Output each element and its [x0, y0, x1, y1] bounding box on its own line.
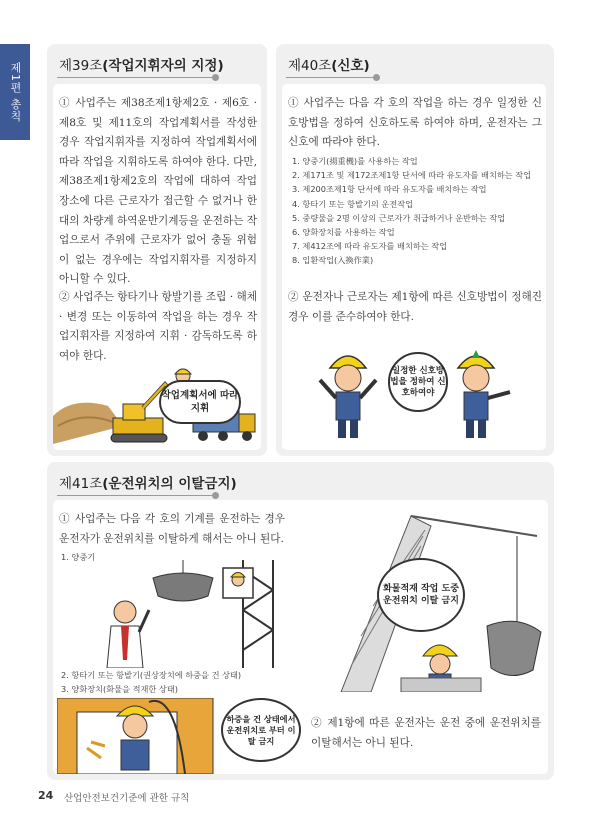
chapter-side-tab: 제1편 총칙 — [0, 44, 30, 140]
pile-driver-illustration — [57, 698, 217, 774]
article-40-item: 6. 양화장치를 사용하는 작업 — [292, 227, 395, 238]
article-41-item-1: 1. 양중기 — [61, 552, 96, 562]
footer-document-title: 산업안전보건기준에 관한 규칙 — [64, 793, 190, 804]
article-39-paragraph-2: ② 사업주는 항타기나 항발기를 조립 · 해체 · 변경 또는 이동하여 작업을 하는 경우 작업지휘자를 지정하여 지휘 · 감독하도록 하여야 한다. — [59, 291, 257, 362]
article-40-item: 5. 중량물을 2명 이상의 근로자가 취급하거나 운반하는 작업 — [292, 212, 506, 223]
article-40-paragraph-1: ① 사업주는 다음 각 호의 작업을 하는 경우 일정한 신호방법을 정하여 신호하도록 하여야 하며, 운전자는 그 신호에 따라야 한다. — [288, 97, 542, 149]
article-39-title: 제39조(작업지휘자의 지정) — [59, 58, 224, 74]
article-39-card — [53, 84, 261, 450]
article-40-item-list — [292, 154, 542, 268]
article-41-paragraph-1: ① 사업주는 다음 각 호의 기계를 운전하는 경우 운전자가 운전위치를 이탈하게 해서는 아니 된다. — [59, 513, 285, 545]
article-39-speech-bubble: 작업계획서에 따라 지휘 — [159, 380, 241, 424]
article-40-item: 8. 입환작업(入換作業) — [292, 255, 374, 266]
article-41-item-2: 2. 항타기 또는 항발기(권상장치에 하중을 건 상태) — [61, 670, 242, 680]
article-41-item-3: 3. 양화장치(화물을 적재한 상태) — [61, 684, 178, 694]
article-40-item: 2. 제171조 및 제172조제1항 단서에 따라 유도자를 배치하는 작업 — [292, 170, 532, 181]
article-39-panel — [47, 44, 267, 456]
crane-illustration — [103, 560, 293, 668]
page-number: 24 — [38, 789, 54, 802]
article-41-left-speech-bubble: 하중을 건 상태에서 운전위치로 부터 이탈 금지 — [221, 698, 301, 762]
article-40-item: 1. 양중기(揚重機)를 사용하는 작업 — [292, 156, 418, 166]
article-41-card — [53, 500, 548, 774]
article-40-card — [282, 84, 546, 450]
article-40-item: 7. 제412조에 따라 유도자를 배치하는 작업 — [292, 241, 448, 252]
article-39-paragraph-1: ① 사업주는 제38조제1항제2호 · 제6호 · 제8호 및 제11호의 작업계획서를 작성한 경우 작업지휘자를 지정하여 작업계획서에 따라 작업을 지휘하도록 하여야 한다. 다만, 제38조제1항제2호의 작업에 대하여 작업장소에 다른 근로자가 접근할 수 없거나 한 대의 차량계 하역운반기계등을 운전하는 작업으로서 주위에 근로자가 없어 충돌 위험이 없는 경우에는 작업지휘자를 지정하지 아니할 수 있다. — [59, 97, 257, 286]
article-41-panel — [47, 462, 554, 780]
article-41-title: 제41조(운전위치의 이탈금지) — [59, 476, 237, 492]
article-40-item: 4. 항타기 또는 항발기의 운전작업 — [292, 198, 414, 209]
article-40-panel — [276, 44, 554, 456]
article-40-paragraph-2: ② 운전자나 근로자는 제1항에 따른 신호방법이 정해진 경우 이를 준수하여야 한다. — [288, 291, 542, 323]
article-41-paragraph-2: ② 제1항에 따른 운전자는 운전 중에 운전위치를 이탈해서는 아니 된다. — [311, 717, 541, 749]
article-41-right-speech-bubble: 화물적재 작업 도중 운전위치 이탈 금지 — [377, 558, 465, 632]
article-40-title: 제40조(신호) — [288, 58, 370, 74]
article-40-speech-bubble: 일정한 신호방법을 정하여 신호하여야 — [388, 352, 448, 412]
article-40-item: 3. 제200조제1항 단서에 따라 유도자를 배치하는 작업 — [292, 184, 487, 195]
